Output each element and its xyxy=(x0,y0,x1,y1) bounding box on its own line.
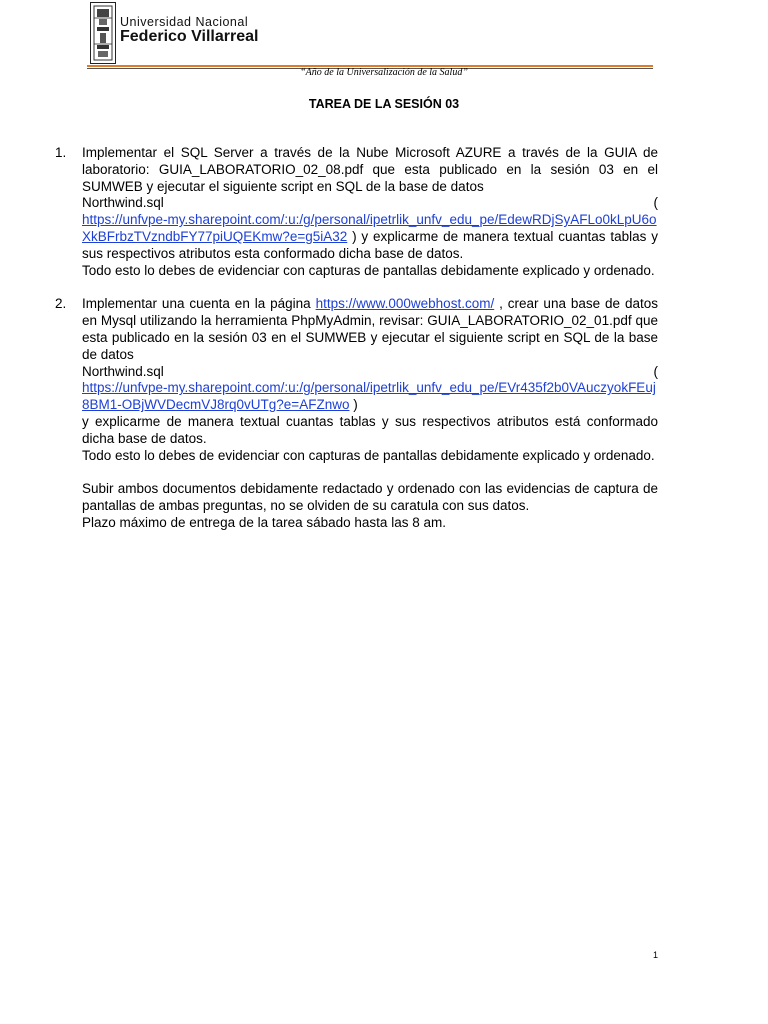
item-text-c: ) xyxy=(349,397,358,413)
item-number: 1. xyxy=(55,145,67,160)
item-text-c: Todo esto lo debes de evidenciar con capturas de pantallas debidamente explicado y ordenado. xyxy=(82,262,655,278)
document-body xyxy=(55,145,659,532)
closing-paragraph: Subir ambos documentos debidamente redactado y ordenado con las evidencias de captura de pantallas de ambas preguntas, no se olviden de su caratula con sus datos. xyxy=(82,481,658,514)
item-text-b: ) y explicarme de manera textual cuantas tablas y sus respectivos atributos esta conformado dicha base de datos. xyxy=(82,228,658,261)
item-text-b: , crear una base de datos en Mysql utilizando la herramienta PhpMyAdmin, revisar: GUIA_LABORATORIO_02_01.pdf que esta publicado en la sesión 03 en el SUMWEB y ejecutar el siguiente script en SQL de la base de datos xyxy=(82,296,659,362)
university-logo xyxy=(90,2,116,64)
page-title: TAREA DE LA SESIÓN 03 xyxy=(308,97,460,111)
item-text-e: Todo esto lo debes de evidenciar con capturas de pantallas debidamente explicado y ordenado. xyxy=(82,447,655,463)
script-line xyxy=(82,195,658,212)
university-name-line2: Federico Villarreal xyxy=(120,28,259,45)
script-name: Northwind.sql ( xyxy=(82,195,658,211)
page-number: 1 xyxy=(653,950,659,960)
crest-icon xyxy=(91,3,115,63)
item-text-d: y explicarme de manera textual cuantas tablas y sus respectivos atributos está conformado dicha base de datos. xyxy=(82,413,658,446)
script-name: Northwind.sql ( xyxy=(82,363,658,379)
item-text-a: Implementar una cuenta en la página xyxy=(82,296,316,312)
sharepoint-link-2[interactable]: https://unfvpe-my.sharepoint.com/:u:/g/personal/ipetrlik_unfv_edu_pe/EVr435f2b0VAuczyokFEuj8BM1-OBjWVDecmVJ8rq0vUTg?e=AFZnwo xyxy=(82,380,656,413)
item-link-paragraph xyxy=(82,212,658,262)
document-header xyxy=(87,0,653,72)
item-text xyxy=(82,296,658,363)
script-line xyxy=(82,364,658,381)
item-number: 2. xyxy=(55,296,67,312)
list-item xyxy=(55,296,659,531)
webhost-link[interactable]: https://www.000webhost.com/ xyxy=(315,296,495,312)
year-motto: “Año de la Universalización de la Salud” xyxy=(300,67,468,78)
university-name-line1: Universidad Nacional xyxy=(120,15,249,29)
deadline-paragraph: Plazo máximo de entrega de la tarea sábado hasta las 8 am. xyxy=(82,514,446,530)
item-text xyxy=(82,145,658,195)
item-text-a: Implementar el SQL Server a través de la Nube Microsoft AZURE a través de la GUIA de laboratorio: GUIA_LABORATORIO_02_08.pdf que esta publicado en la sesión 03 en el SUMWEB y ejecutar el siguiente script en SQL de la base de datos xyxy=(82,145,658,194)
list-item xyxy=(55,145,658,279)
sharepoint-link-1[interactable]: https://unfvpe-my.sharepoint.com/:u:/g/personal/ipetrlik_unfv_edu_pe/EdewRDjSyAFLo0kLpU6oXkBFrbzTVzndbFY77piUQEKmw?e=g5iA32 xyxy=(82,212,657,244)
item-link-paragraph xyxy=(82,380,658,414)
